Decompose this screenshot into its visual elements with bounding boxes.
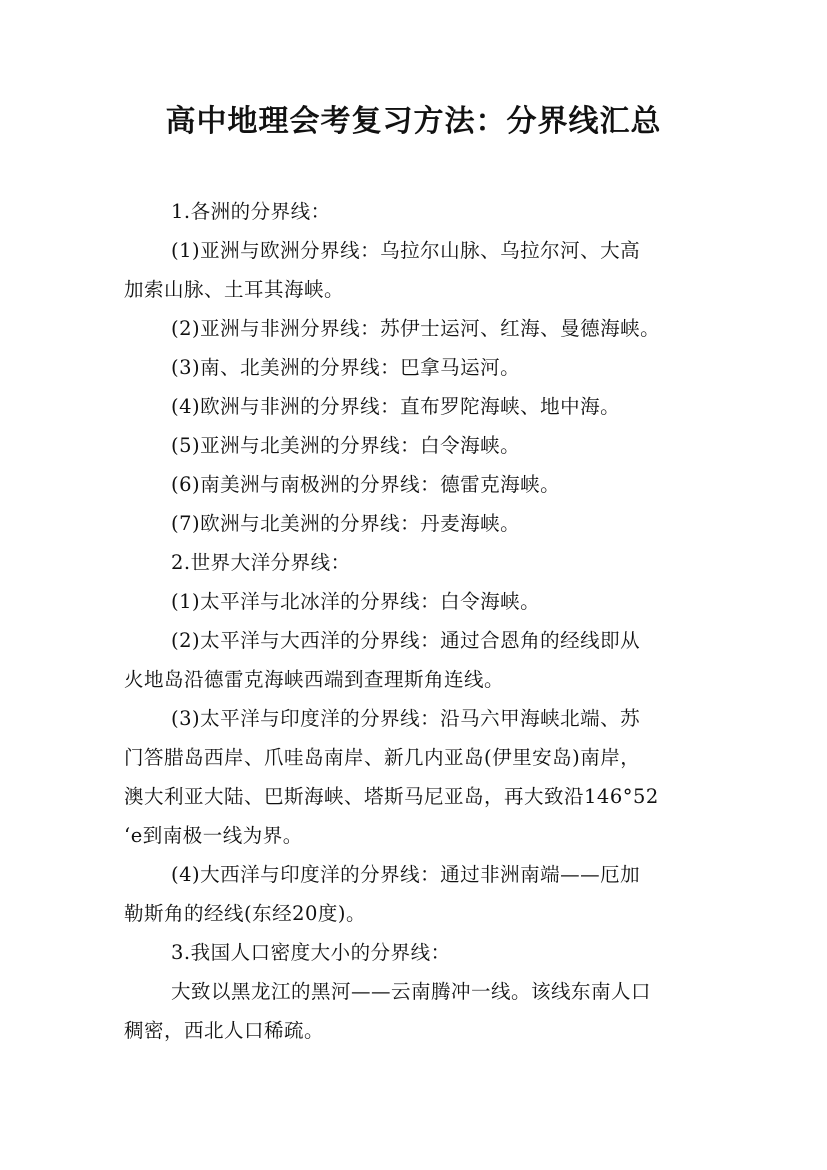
text-line: 稠密，西北人口稀疏。	[124, 1019, 325, 1042]
text-line: 加索山脉、土耳其海峡。	[124, 278, 345, 301]
text-line: (6)南美洲与南极洲的分界线：德雷克海峡。	[171, 473, 561, 496]
text-line: 1.各洲的分界线：	[171, 200, 331, 223]
text-line: (7)欧洲与北美洲的分界线：丹麦海峡。	[171, 512, 521, 535]
text-line: (2)太平洋与大西洋的分界线：通过合恩角的经线即从	[171, 629, 641, 652]
text-line: (1)太平洋与北冰洋的分界线：白令海峡。	[171, 590, 541, 613]
text-line: (1)亚洲与欧洲分界线：乌拉尔山脉、乌拉尔河、大高	[171, 239, 641, 262]
text-line: 澳大利亚大陆、巴斯海峡、塔斯马尼亚岛，再大致沿146°52	[124, 785, 659, 808]
text-line: 火地岛沿德雷克海峡西端到查理斯角连线。	[124, 668, 505, 691]
document-title: 高中地理会考复习方法：分界线汇总	[165, 104, 662, 139]
text-line: (4)欧洲与非洲的分界线：直布罗陀海峡、地中海。	[171, 395, 621, 418]
text-line: (3)南、北美洲的分界线：巴拿马运河。	[171, 356, 521, 379]
text-line: 大致以黑龙江的黑河——云南腾冲一线。该线东南人口	[171, 980, 652, 1003]
text-line: 2.世界大洋分界线：	[171, 551, 351, 574]
text-line: 门答腊岛西岸、爪哇岛南岸、新几内亚岛(伊里安岛)南岸，	[124, 746, 641, 769]
text-line: (2)亚洲与非洲分界线：苏伊士运河、红海、曼德海峡。	[171, 317, 661, 340]
document-body	[124, 192, 709, 1050]
text-line: ‘e到南极一线为界。	[124, 824, 303, 847]
text-line: (5)亚洲与北美洲的分界线：白令海峡。	[171, 434, 521, 457]
text-line: 3.我国人口密度大小的分界线：	[171, 941, 451, 964]
text-line: (4)大西洋与印度洋的分界线：通过非洲南端——厄加	[171, 863, 641, 886]
text-line: 勒斯角的经线(东经20度)。	[124, 902, 367, 925]
text-line: (3)太平洋与印度洋的分界线：沿马六甲海峡北端、苏	[171, 707, 641, 730]
